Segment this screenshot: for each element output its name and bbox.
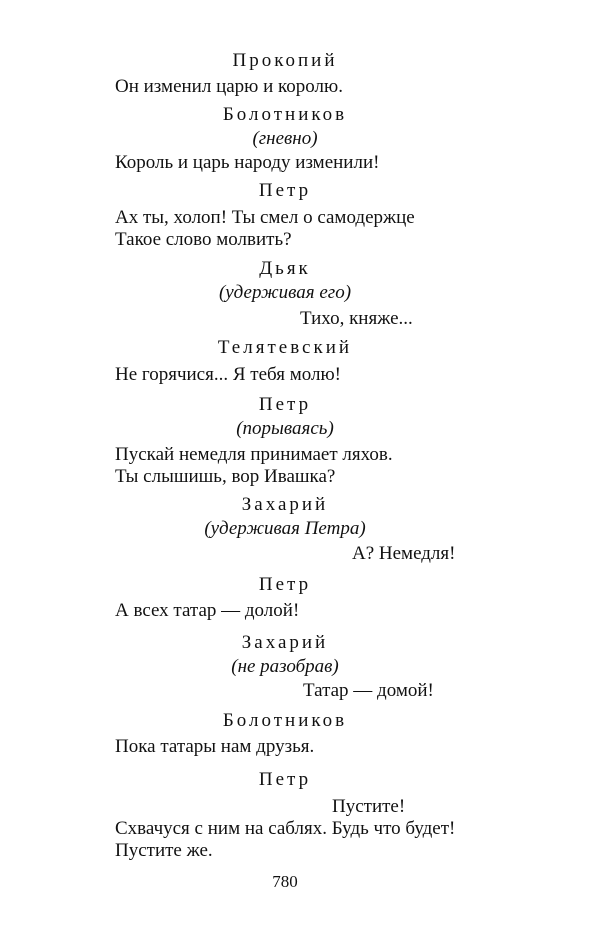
speaker-name: Петр xyxy=(258,180,312,201)
verse-line: Ты слышишь, вор Ивашка? xyxy=(115,466,336,487)
speaker-name: Петр xyxy=(258,574,312,595)
speaker-name: Болотников xyxy=(222,104,348,125)
verse-line: А всех татар — долой! xyxy=(115,600,300,621)
verse-line: Он изменил царю и королю. xyxy=(115,76,343,97)
verse-line: А? Немедля! xyxy=(352,543,456,564)
verse-line: Такое слово молвить? xyxy=(115,229,292,250)
speaker-name: Петр xyxy=(258,769,312,790)
verse-line: Король и царь народу изменили! xyxy=(115,152,380,173)
verse-line: Пустите! xyxy=(332,796,406,817)
speaker-name: Петр xyxy=(258,394,312,415)
verse-line: Пускай немедля принимает ляхов. xyxy=(115,444,393,465)
speaker-name: Телятевский xyxy=(217,337,353,358)
stage-direction: (гневно) xyxy=(252,128,318,149)
speaker-name: Захарий xyxy=(241,632,329,653)
verse-line: Ах ты, холоп! Ты смел о самодержце xyxy=(115,207,415,228)
verse-line: Не горячися... Я тебя молю! xyxy=(115,364,341,385)
verse-line: Пока татары нам друзья. xyxy=(115,736,315,757)
verse-line: Пустите же. xyxy=(115,840,213,861)
verse-line: Тихо, княже... xyxy=(300,308,413,329)
verse-line: Схвачуся с ним на саблях. Будь что будет! xyxy=(115,818,456,839)
stage-direction: (удерживая его) xyxy=(218,282,352,303)
page-number: 780 xyxy=(272,872,298,891)
verse-line: Татар — домой! xyxy=(303,680,434,701)
speaker-name: Захарий xyxy=(241,494,329,515)
speaker-name: Дьяк xyxy=(259,258,311,279)
speaker-name: Болотников xyxy=(222,710,348,731)
stage-direction: (удерживая Петра) xyxy=(204,518,366,539)
speaker-name: Прокопий xyxy=(232,50,338,71)
stage-direction: (порываясь) xyxy=(236,418,334,439)
stage-direction: (не разобрав) xyxy=(231,656,339,677)
